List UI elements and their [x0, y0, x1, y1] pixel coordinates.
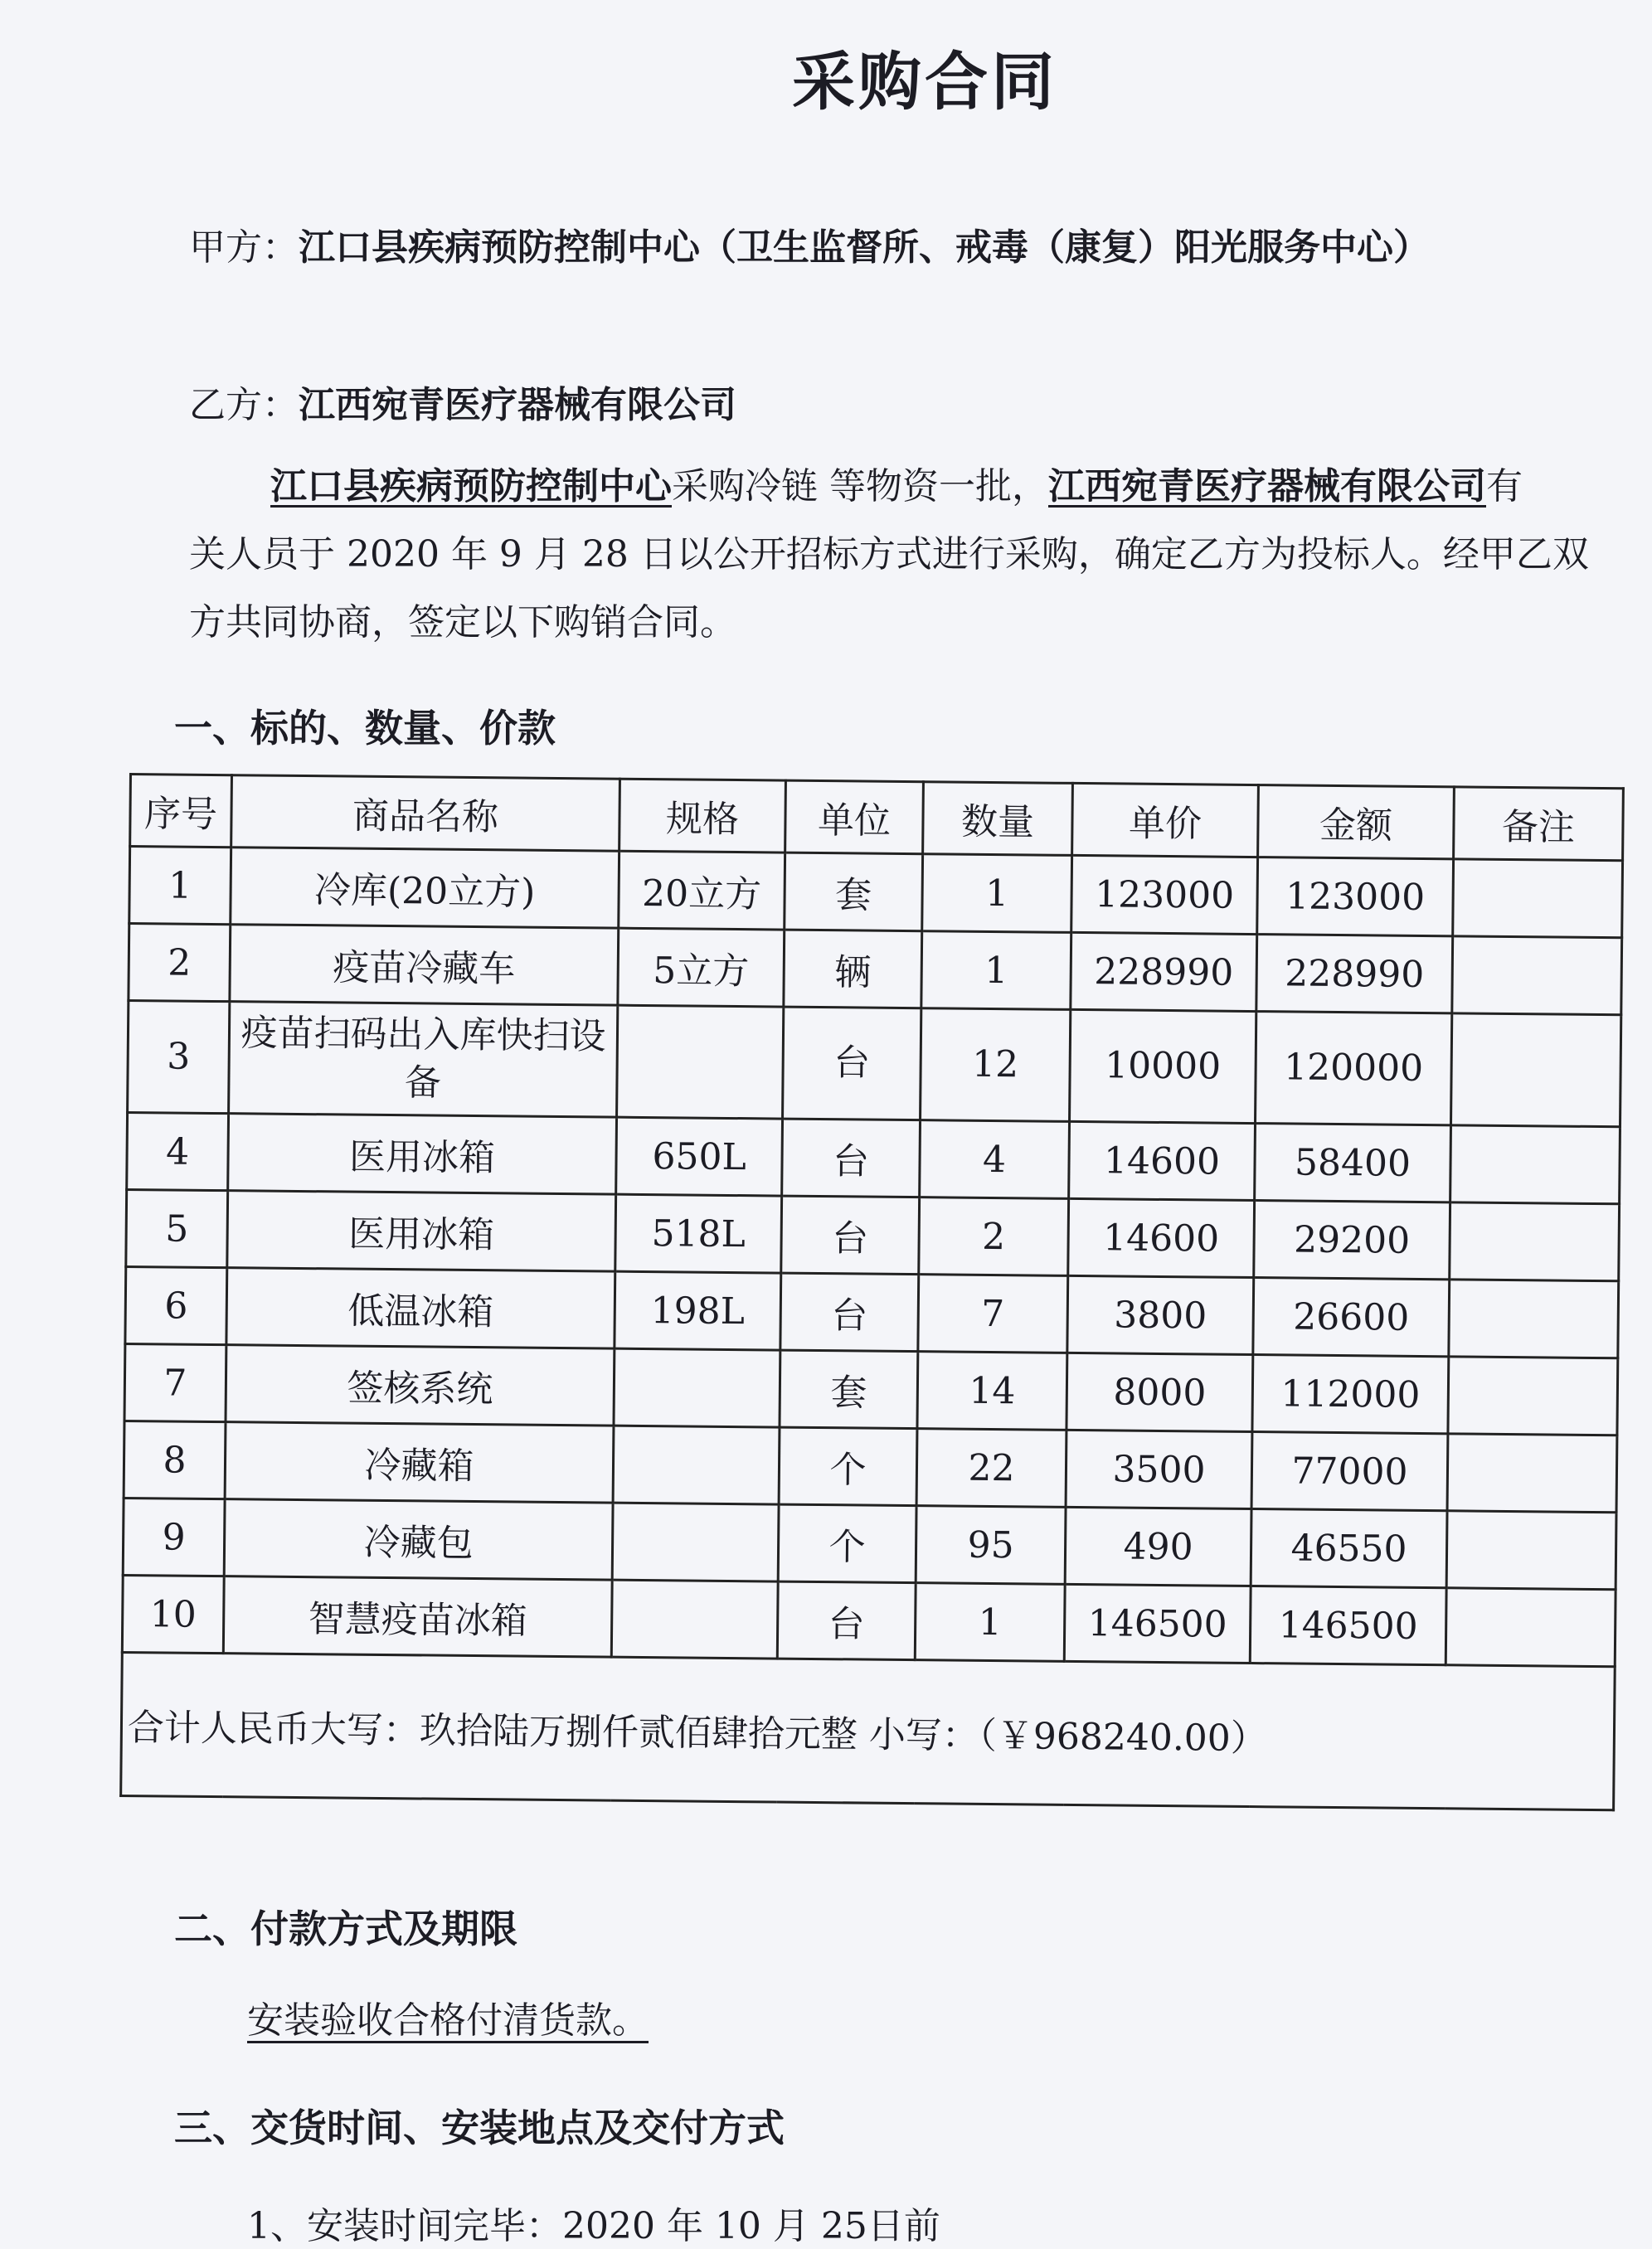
party-b-line: [189, 375, 736, 428]
table-cell: 10: [122, 1575, 224, 1653]
table-cell: 7: [124, 1343, 226, 1421]
party-a-label: 甲方：: [189, 226, 299, 269]
table-cell: 辆: [784, 930, 922, 1008]
table-cell: 智慧疫苗冰箱: [223, 1576, 612, 1657]
intro-seller: 江西宛青医疗器械有限公司: [1048, 465, 1486, 508]
header-cell: 单位: [785, 780, 924, 854]
table-row: [129, 924, 1622, 1015]
table-cell: 123000: [1257, 857, 1454, 936]
table-cell: 490: [1065, 1507, 1251, 1586]
party-a-name: 江口县疾病预防控制中心（卫生监督所、戒毒（康复）阳光服务中心）: [299, 226, 1430, 269]
table-row: [125, 1266, 1619, 1358]
table-cell: 套: [785, 852, 923, 931]
table-cell: 3800: [1067, 1275, 1254, 1354]
table-cell: [611, 1580, 778, 1659]
table-row: [123, 1498, 1616, 1589]
table-cell: [1450, 1202, 1620, 1281]
table-cell: 疫苗冷藏车: [230, 925, 619, 1005]
table-cell: 518L: [615, 1194, 782, 1273]
section-3-heading: 三、交货时间、安装地点及交付方式: [174, 2106, 785, 2150]
table-cell: 签核系统: [226, 1345, 615, 1426]
header-cell: 数量: [923, 782, 1073, 856]
table-row: [127, 1112, 1620, 1203]
table-cell: [1446, 1511, 1616, 1590]
table-cell: 4: [127, 1112, 229, 1190]
table-cell: 58400: [1255, 1124, 1451, 1202]
table-row: [126, 1189, 1620, 1280]
table-cell: 95: [916, 1506, 1066, 1585]
intro-line-1: [270, 453, 1523, 521]
table-cell: [1452, 936, 1622, 1015]
table-cell: [614, 1348, 780, 1427]
intro-line-2: 关人员于 2020 年 9 月 28 日以公开招标方式进行采购，确定乙方为投标人。经甲乙双: [189, 533, 1589, 576]
table-cell: 1: [129, 847, 231, 925]
table-row: [122, 1575, 1616, 1666]
total-amount: 合计人民币大写：玖拾陆万捌仟贰佰肆拾元整 小写：（￥968240.00）: [121, 1652, 1616, 1809]
table-cell: 14600: [1069, 1121, 1256, 1200]
section-2-heading: 二、付款方式及期限: [174, 1907, 517, 1951]
table-row: [124, 1421, 1617, 1512]
table-cell: 20立方: [619, 851, 785, 930]
table-cell: [1450, 1125, 1620, 1204]
table-cell: 5立方: [618, 928, 785, 1007]
header-cell: 金额: [1258, 785, 1455, 859]
table-cell: 医用冰箱: [227, 1191, 616, 1271]
table-cell: 个: [779, 1427, 917, 1506]
table-cell: [1449, 1280, 1619, 1358]
table-cell: 1: [915, 1583, 1065, 1662]
table-cell: 2: [129, 924, 231, 1002]
payment-terms: 安装验收合格付清货款。: [247, 1999, 649, 2042]
intro-buyer: 江口县疾病预防控制中心: [270, 465, 672, 508]
table-cell: 冷藏箱: [225, 1422, 614, 1503]
delivery-item-1: 1、安装时间完毕：2020 年 10 月 25日前: [247, 2205, 940, 2247]
header-cell: 单价: [1072, 783, 1259, 857]
table-cell: 12: [921, 1008, 1071, 1122]
table-cell: 个: [778, 1504, 916, 1583]
table-cell: 套: [780, 1350, 918, 1429]
table-cell: [1448, 1357, 1618, 1435]
table-cell: 7: [918, 1275, 1068, 1353]
table-row: [128, 1001, 1621, 1127]
table-cell: [617, 1005, 784, 1119]
table-cell: 5: [126, 1189, 228, 1267]
table-cell: 10000: [1070, 1009, 1256, 1123]
header-cell: 备注: [1454, 787, 1624, 861]
table-cell: 6: [125, 1266, 227, 1344]
table-cell: 26600: [1253, 1278, 1450, 1357]
table-cell: 4: [920, 1120, 1070, 1199]
table-cell: 14600: [1068, 1198, 1255, 1277]
table-cell: 228990: [1256, 935, 1453, 1013]
table-cell: 9: [123, 1498, 225, 1576]
table-cell: 2: [919, 1197, 1069, 1276]
intro-text-2: 有: [1486, 465, 1523, 508]
table-cell: [613, 1426, 780, 1504]
header-cell: 序号: [130, 775, 232, 848]
table-cell: 77000: [1251, 1432, 1448, 1511]
table-cell: 14: [917, 1352, 1067, 1431]
table-cell: 1: [921, 931, 1071, 1010]
header-cell: 规格: [620, 779, 786, 852]
table-cell: 台: [777, 1581, 916, 1660]
table-cell: 29200: [1254, 1201, 1450, 1280]
table-cell: 22: [916, 1429, 1067, 1508]
table-cell: [612, 1503, 779, 1581]
table-row: [124, 1343, 1618, 1435]
table-cell: 疫苗扫码出入库快扫设备: [229, 1002, 618, 1117]
table-cell: [1453, 859, 1623, 938]
table-cell: 低温冰箱: [226, 1268, 615, 1348]
table-cell: 台: [782, 1119, 921, 1197]
table-cell: [1450, 1013, 1620, 1127]
table-cell: 台: [780, 1273, 919, 1352]
party-b-name: 江西宛青医疗器械有限公司: [299, 384, 736, 426]
items-table: [119, 773, 1625, 1811]
table-cell: 146500: [1064, 1584, 1251, 1663]
table-cell: [1446, 1588, 1616, 1667]
table-cell: 46550: [1251, 1509, 1447, 1588]
table-cell: 3: [128, 1001, 230, 1114]
table-cell: 146500: [1250, 1586, 1446, 1665]
intro-line-3: 方共同协商，签定以下购销合同。: [189, 601, 736, 644]
table-row: [129, 847, 1623, 938]
intro-text-1: 采购冷链 等物资一批，: [672, 465, 1048, 508]
table-cell: 8: [124, 1421, 226, 1499]
table-cell: 冷库(20立方): [231, 848, 620, 928]
table-cell: [1447, 1434, 1617, 1513]
document-title: 采购合同: [792, 45, 1057, 119]
section-1-heading: 一、标的、数量、价款: [174, 706, 556, 750]
party-a-line: [189, 217, 1430, 270]
table-cell: 台: [783, 1007, 921, 1120]
table-cell: 冷藏包: [224, 1499, 613, 1580]
table-cell: 医用冰箱: [228, 1114, 617, 1194]
table-cell: 1: [922, 854, 1072, 933]
table-cell: 120000: [1256, 1012, 1452, 1125]
table-cell: 112000: [1252, 1355, 1449, 1434]
total-row: [121, 1652, 1616, 1809]
table-cell: 198L: [615, 1271, 781, 1350]
header-cell: 商品名称: [231, 775, 620, 851]
table-cell: 228990: [1071, 932, 1257, 1011]
table-cell: 台: [781, 1196, 920, 1275]
table-cell: 8000: [1067, 1353, 1253, 1431]
table-cell: 650L: [616, 1117, 783, 1196]
table-cell: 123000: [1071, 855, 1258, 934]
table-cell: 3500: [1066, 1430, 1252, 1508]
party-b-label: 乙方：: [189, 384, 299, 426]
